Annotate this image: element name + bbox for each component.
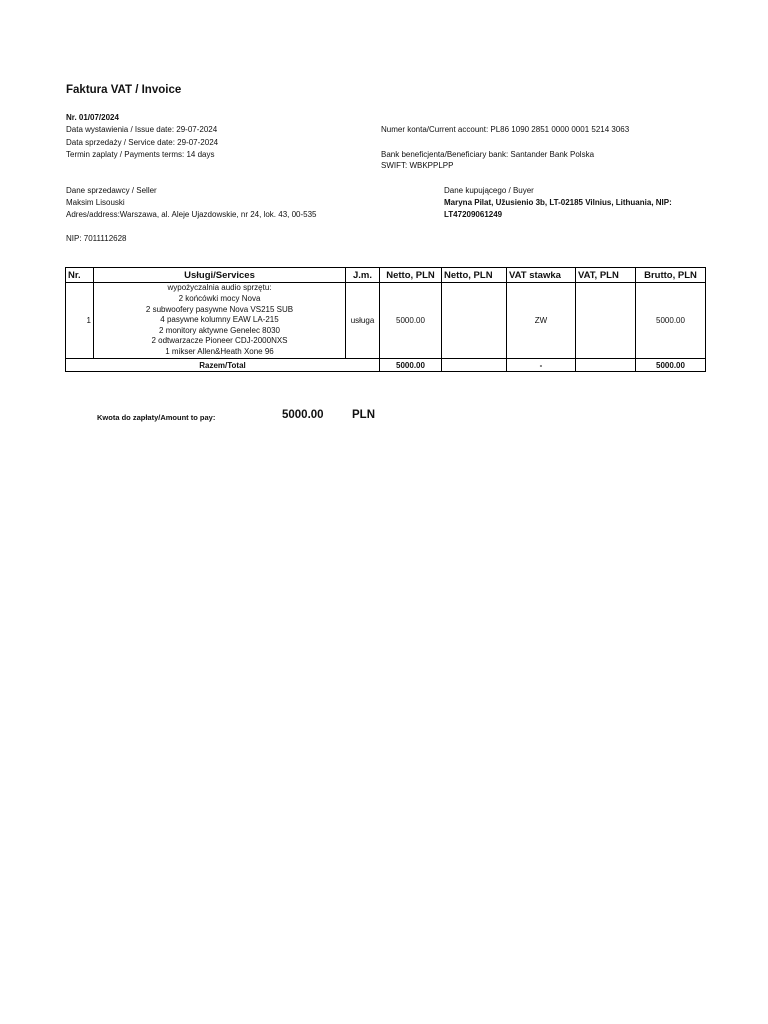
- header-netto-1: Netto, PLN: [380, 268, 442, 283]
- issue-date: Data wystawienia / Issue date: 29-07-2024: [66, 125, 218, 134]
- item-description-line: 2 odtwarzacze Pioneer CDJ-2000NXS: [151, 336, 288, 346]
- bank-account: Numer konta/Current account: PL86 1090 2851 0000 0001 5214 3063: [381, 125, 630, 134]
- invoice-number: Nr. 01/07/2024: [66, 113, 119, 122]
- total-netto-1: 5000.00: [380, 359, 442, 372]
- item-vat-rate: ZW: [507, 283, 576, 359]
- item-description-line: 4 pasywne kolumny EAW LA-215: [160, 315, 279, 325]
- item-description-line: 1 mikser Allen&Heath Xone 96: [165, 346, 274, 356]
- total-row: [66, 359, 706, 372]
- header-netto-2: Netto, PLN: [442, 268, 507, 283]
- item-vat: [576, 283, 636, 359]
- seller-nip: NIP: 7011112628: [66, 234, 127, 243]
- item-brutto: 5000.00: [636, 283, 706, 359]
- header-brutto: Brutto, PLN: [636, 268, 706, 283]
- seller-name: Maksim Lisouski: [66, 198, 125, 207]
- table-header-row: [66, 268, 706, 283]
- total-label: Razem/Total: [66, 359, 380, 372]
- item-description-line: 2 monitory aktywne Genelec 8030: [159, 325, 280, 335]
- buyer-line2: LT47209061249: [444, 210, 503, 219]
- item-netto-2: [442, 283, 507, 359]
- total-vat: [576, 359, 636, 372]
- item-unit: usługa: [346, 283, 380, 359]
- header-unit: J.m.: [346, 268, 380, 283]
- service-date: Data sprzedaży / Service date: 29-07-2024: [66, 138, 219, 147]
- table-row: [66, 283, 706, 359]
- total-vat-rate: -: [507, 359, 576, 372]
- item-description-line: 2 końcówki mocy Nova: [178, 294, 261, 304]
- item-description: [94, 283, 346, 359]
- seller-address: Adres/address:Warszawa, al. Aleje Ujazdowskie, nr 24, lok. 43, 00-535: [66, 210, 317, 219]
- total-brutto: 5000.00: [636, 359, 706, 372]
- item-netto-1: 5000.00: [380, 283, 442, 359]
- header-nr: Nr.: [66, 268, 94, 283]
- amount-to-pay-label: Kwota do zapłaty/Amount to pay:: [97, 413, 216, 422]
- invoice-title: Faktura VAT / Invoice: [66, 84, 182, 96]
- header-vat: VAT, PLN: [576, 268, 636, 283]
- item-nr: 1: [66, 283, 94, 359]
- buyer-line1: Maryna Pilat, Užusienio 3b, LT-02185 Vilnius, Lithuania, NIP:: [444, 198, 672, 207]
- header-vat-rate: VAT stawka: [507, 268, 576, 283]
- buyer-label: Dane kupującego / Buyer: [444, 186, 534, 195]
- payment-terms: Termin zaplaty / Payments terms: 14 days: [66, 150, 215, 159]
- swift-code: SWIFT: WBKPPLPP: [381, 161, 454, 170]
- seller-label: Dane sprzedawcy / Seller: [66, 186, 157, 195]
- item-description-line: wypożyczalnia audio sprzętu:: [167, 283, 272, 293]
- invoice-table: [65, 267, 706, 372]
- item-description-line: 2 subwoofery pasywne Nova VS215 SUB: [145, 304, 294, 314]
- beneficiary-bank: Bank beneficjenta/Beneficiary bank: Santander Bank Polska: [381, 150, 595, 159]
- amount-to-pay-value: 5000.00: [282, 409, 324, 421]
- amount-currency: PLN: [352, 409, 375, 421]
- total-netto-2: [442, 359, 507, 372]
- header-services: Usługi/Services: [94, 268, 346, 283]
